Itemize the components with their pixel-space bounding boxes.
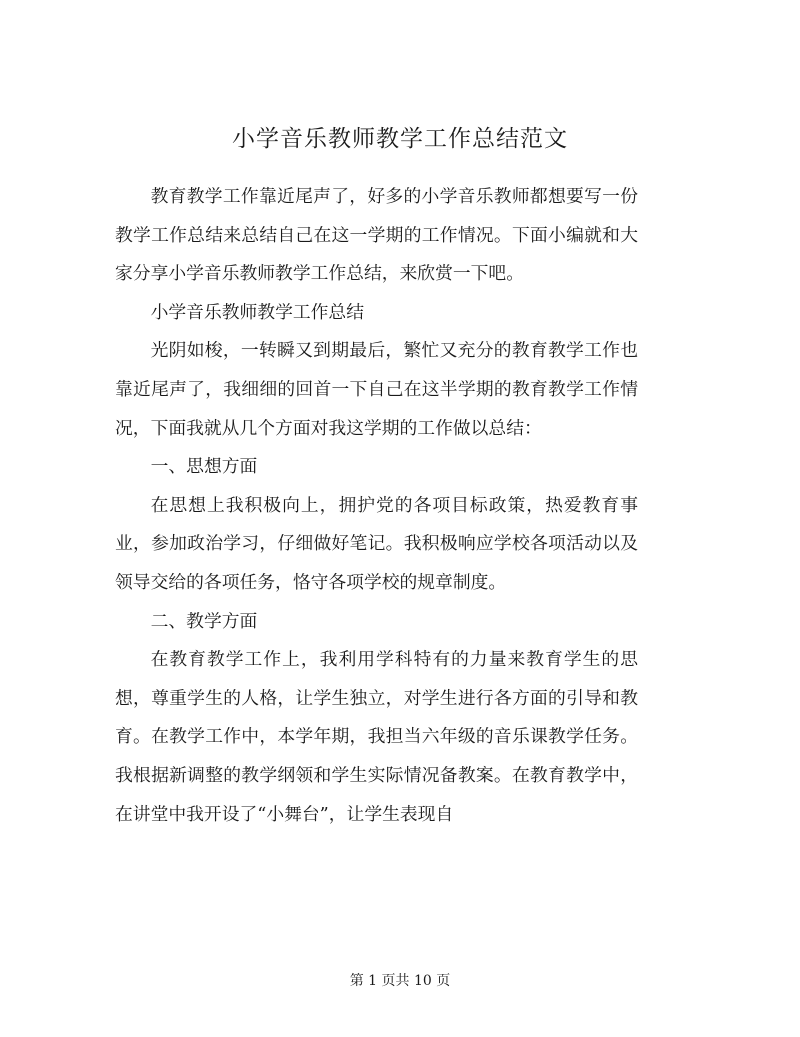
- section-heading-teaching: 二、教学方面: [150, 610, 258, 632]
- intro-paragraph: 教育教学工作靠近尾声了，好多的小学音乐教师都想要写一份教学工作总结来总结自己在这一学期的工作情况。下面小编就和大家分享小学音乐教师教学工作总结，来欣赏一下吧。: [115, 186, 638, 285]
- subtitle-paragraph: 小学音乐教师教学工作总结: [150, 301, 364, 323]
- section-heading-thought: 一、思想方面: [150, 456, 258, 478]
- document-title: 小学音乐教师教学工作总结范文: [232, 126, 568, 153]
- page-number-footer: 第 1 页共 10 页: [349, 973, 451, 989]
- opening-paragraph: 光阴如梭，一转瞬又到期最后，繁忙又充分的教育教学工作也靠近尾声了，我细细的回首一下自己在这半学期的教育教学工作情况，下面我就从几个方面对我这学期的工作做以总结：: [115, 340, 638, 439]
- thought-paragraph: 在思想上我积极向上，拥护党的各项目标政策，热爱教育事业，参加政治学习，仔细做好笔记。我积极响应学校各项活动以及领导交给的各项任务，恪守各项学校的规章制度。: [115, 494, 638, 593]
- document-body: [115, 178, 638, 834]
- teaching-paragraph: 在教育教学工作上，我利用学科特有的力量来教育学生的思想，尊重学生的人格，让学生独立，对学生进行各方面的引导和教育。在教学工作中，本学年期，我担当六年级的音乐课教学任务。我根据新调整的教学纲领和学生实际情况备教案。在教育教学中，在讲堂中我开设了“小舞台”，让学生表现自: [115, 649, 638, 825]
